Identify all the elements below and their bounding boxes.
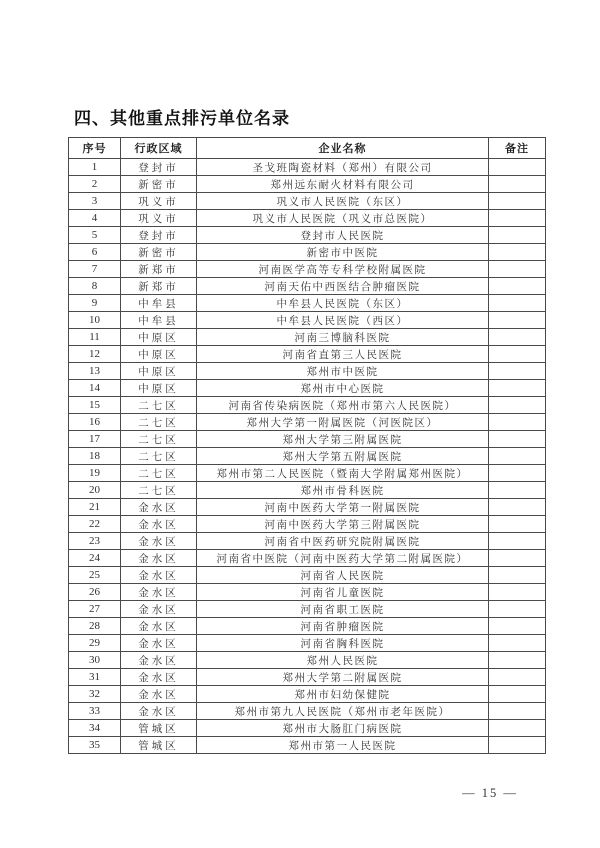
cell-note	[489, 720, 546, 737]
cell-note	[489, 567, 546, 584]
cell-name: 郑州市中医院	[197, 363, 489, 380]
table-row	[69, 465, 546, 482]
cell-no: 1	[69, 159, 121, 176]
cell-name: 郑州远东耐火材料有限公司	[197, 176, 489, 193]
cell-note	[489, 414, 546, 431]
cell-no: 25	[69, 567, 121, 584]
column-header-note: 备注	[489, 138, 546, 159]
cell-no: 20	[69, 482, 121, 499]
cell-name: 登封市人民医院	[197, 227, 489, 244]
cell-no: 15	[69, 397, 121, 414]
table-row	[69, 482, 546, 499]
cell-no: 16	[69, 414, 121, 431]
table-row	[69, 380, 546, 397]
cell-name: 郑州大学第一附属医院（河医院区）	[197, 414, 489, 431]
cell-no: 30	[69, 652, 121, 669]
cell-region: 中原区	[121, 380, 197, 397]
cell-note	[489, 227, 546, 244]
cell-note	[489, 601, 546, 618]
cell-name: 郑州市中心医院	[197, 380, 489, 397]
cell-note	[489, 516, 546, 533]
cell-no: 31	[69, 669, 121, 686]
cell-name: 河南省肿瘤医院	[197, 618, 489, 635]
cell-no: 34	[69, 720, 121, 737]
cell-note	[489, 159, 546, 176]
table-row	[69, 618, 546, 635]
cell-name: 郑州市第一人民医院	[197, 737, 489, 754]
cell-no: 35	[69, 737, 121, 754]
table-row	[69, 329, 546, 346]
cell-no: 32	[69, 686, 121, 703]
table-row	[69, 703, 546, 720]
cell-region: 中牟县	[121, 295, 197, 312]
cell-no: 4	[69, 210, 121, 227]
cell-region: 巩义市	[121, 193, 197, 210]
cell-note	[489, 448, 546, 465]
cell-name: 郑州市第九人民医院（郑州市老年医院）	[197, 703, 489, 720]
cell-region: 金水区	[121, 618, 197, 635]
cell-name: 河南省人民医院	[197, 567, 489, 584]
table-row	[69, 414, 546, 431]
table-row	[69, 159, 546, 176]
cell-region: 中原区	[121, 346, 197, 363]
cell-note	[489, 176, 546, 193]
cell-name: 河南中医药大学第三附属医院	[197, 516, 489, 533]
cell-no: 12	[69, 346, 121, 363]
cell-no: 8	[69, 278, 121, 295]
column-header-name: 企业名称	[197, 138, 489, 159]
cell-no: 9	[69, 295, 121, 312]
cell-region: 二七区	[121, 465, 197, 482]
cell-no: 33	[69, 703, 121, 720]
table-row	[69, 210, 546, 227]
cell-name: 中牟县人民医院（西区）	[197, 312, 489, 329]
cell-note	[489, 329, 546, 346]
cell-name: 郑州市第二人民医院（暨南大学附属郑州医院）	[197, 465, 489, 482]
cell-no: 24	[69, 550, 121, 567]
table-row	[69, 567, 546, 584]
cell-name: 郑州大学第二附属医院	[197, 669, 489, 686]
cell-name: 巩义市人民医院（东区）	[197, 193, 489, 210]
cell-region: 二七区	[121, 431, 197, 448]
cell-note	[489, 686, 546, 703]
cell-note	[489, 703, 546, 720]
table-row	[69, 584, 546, 601]
cell-note	[489, 584, 546, 601]
cell-region: 新郑市	[121, 278, 197, 295]
cell-region: 二七区	[121, 397, 197, 414]
cell-note	[489, 465, 546, 482]
cell-region: 中牟县	[121, 312, 197, 329]
cell-name: 郑州大学第五附属医院	[197, 448, 489, 465]
cell-region: 金水区	[121, 703, 197, 720]
cell-no: 10	[69, 312, 121, 329]
cell-region: 中原区	[121, 363, 197, 380]
table-row	[69, 448, 546, 465]
table-row	[69, 278, 546, 295]
cell-name: 河南天佑中西医结合肿瘤医院	[197, 278, 489, 295]
cell-name: 中牟县人民医院（东区）	[197, 295, 489, 312]
cell-region: 新密市	[121, 176, 197, 193]
table-row	[69, 720, 546, 737]
cell-name: 河南医学高等专科学校附属医院	[197, 261, 489, 278]
column-header-no: 序号	[69, 138, 121, 159]
cell-no: 14	[69, 380, 121, 397]
cell-name: 河南省中医药研究院附属医院	[197, 533, 489, 550]
cell-note	[489, 533, 546, 550]
cell-note	[489, 363, 546, 380]
cell-note	[489, 737, 546, 754]
cell-note	[489, 261, 546, 278]
cell-no: 19	[69, 465, 121, 482]
table-row	[69, 346, 546, 363]
cell-note	[489, 550, 546, 567]
cell-name: 河南省直第三人民医院	[197, 346, 489, 363]
cell-note	[489, 295, 546, 312]
cell-no: 22	[69, 516, 121, 533]
cell-region: 管城区	[121, 720, 197, 737]
cell-note	[489, 499, 546, 516]
cell-region: 金水区	[121, 499, 197, 516]
cell-region: 二七区	[121, 482, 197, 499]
cell-note	[489, 652, 546, 669]
table-row	[69, 261, 546, 278]
cell-no: 21	[69, 499, 121, 516]
cell-region: 新郑市	[121, 261, 197, 278]
table-row	[69, 686, 546, 703]
cell-name: 郑州人民医院	[197, 652, 489, 669]
cell-region: 管城区	[121, 737, 197, 754]
cell-region: 金水区	[121, 533, 197, 550]
cell-name: 巩义市人民医院（巩义市总医院）	[197, 210, 489, 227]
cell-region: 金水区	[121, 567, 197, 584]
cell-name: 河南三博脑科医院	[197, 329, 489, 346]
cell-region: 金水区	[121, 550, 197, 567]
cell-note	[489, 397, 546, 414]
cell-note	[489, 380, 546, 397]
cell-note	[489, 312, 546, 329]
cell-no: 27	[69, 601, 121, 618]
cell-no: 26	[69, 584, 121, 601]
cell-no: 29	[69, 635, 121, 652]
cell-no: 6	[69, 244, 121, 261]
section-title: 四、其他重点排污单位名录	[74, 109, 290, 128]
cell-no: 23	[69, 533, 121, 550]
table-row	[69, 635, 546, 652]
table-row	[69, 431, 546, 448]
cell-name: 郑州市大肠肛门病医院	[197, 720, 489, 737]
cell-name: 圣戈班陶瓷材料（郑州）有限公司	[197, 159, 489, 176]
cell-name: 郑州市妇幼保健院	[197, 686, 489, 703]
cell-region: 金水区	[121, 635, 197, 652]
cell-region: 金水区	[121, 686, 197, 703]
table-row	[69, 652, 546, 669]
table-row	[69, 227, 546, 244]
cell-note	[489, 431, 546, 448]
cell-name: 河南省儿童医院	[197, 584, 489, 601]
cell-note	[489, 278, 546, 295]
table-row	[69, 363, 546, 380]
cell-region: 二七区	[121, 414, 197, 431]
table-row	[69, 397, 546, 414]
cell-note	[489, 244, 546, 261]
table-row	[69, 193, 546, 210]
cell-no: 11	[69, 329, 121, 346]
cell-note	[489, 669, 546, 686]
cell-name: 河南省传染病医院（郑州市第六人民医院）	[197, 397, 489, 414]
cell-no: 18	[69, 448, 121, 465]
cell-no: 28	[69, 618, 121, 635]
table-row	[69, 533, 546, 550]
cell-region: 金水区	[121, 652, 197, 669]
table-row	[69, 669, 546, 686]
cell-no: 2	[69, 176, 121, 193]
cell-name: 河南省中医院（河南中医药大学第二附属医院）	[197, 550, 489, 567]
cell-region: 新密市	[121, 244, 197, 261]
cell-name: 新密市中医院	[197, 244, 489, 261]
table-row	[69, 295, 546, 312]
cell-region: 登封市	[121, 227, 197, 244]
cell-note	[489, 346, 546, 363]
table-row	[69, 550, 546, 567]
cell-no: 13	[69, 363, 121, 380]
cell-no: 5	[69, 227, 121, 244]
cell-region: 金水区	[121, 584, 197, 601]
cell-name: 郑州市骨科医院	[197, 482, 489, 499]
table-row	[69, 176, 546, 193]
cell-note	[489, 193, 546, 210]
cell-name: 河南中医药大学第一附属医院	[197, 499, 489, 516]
cell-region: 登封市	[121, 159, 197, 176]
cell-name: 河南省职工医院	[197, 601, 489, 618]
table-header-row	[69, 138, 546, 159]
table-row	[69, 312, 546, 329]
cell-region: 金水区	[121, 516, 197, 533]
cell-note	[489, 482, 546, 499]
table-row	[69, 601, 546, 618]
table-row	[69, 516, 546, 533]
cell-note	[489, 210, 546, 227]
cell-name: 郑州大学第三附属医院	[197, 431, 489, 448]
cell-region: 金水区	[121, 669, 197, 686]
cell-region: 金水区	[121, 601, 197, 618]
table-row	[69, 499, 546, 516]
column-header-region: 行政区域	[121, 138, 197, 159]
page-number: — 15 —	[462, 786, 518, 800]
table-row	[69, 244, 546, 261]
cell-no: 3	[69, 193, 121, 210]
cell-note	[489, 635, 546, 652]
cell-name: 河南省胸科医院	[197, 635, 489, 652]
cell-no: 7	[69, 261, 121, 278]
cell-region: 二七区	[121, 448, 197, 465]
table-body	[69, 159, 546, 754]
cell-region: 巩义市	[121, 210, 197, 227]
table-row	[69, 737, 546, 754]
cell-no: 17	[69, 431, 121, 448]
cell-note	[489, 618, 546, 635]
pollutant-units-table	[68, 137, 546, 754]
cell-region: 中原区	[121, 329, 197, 346]
